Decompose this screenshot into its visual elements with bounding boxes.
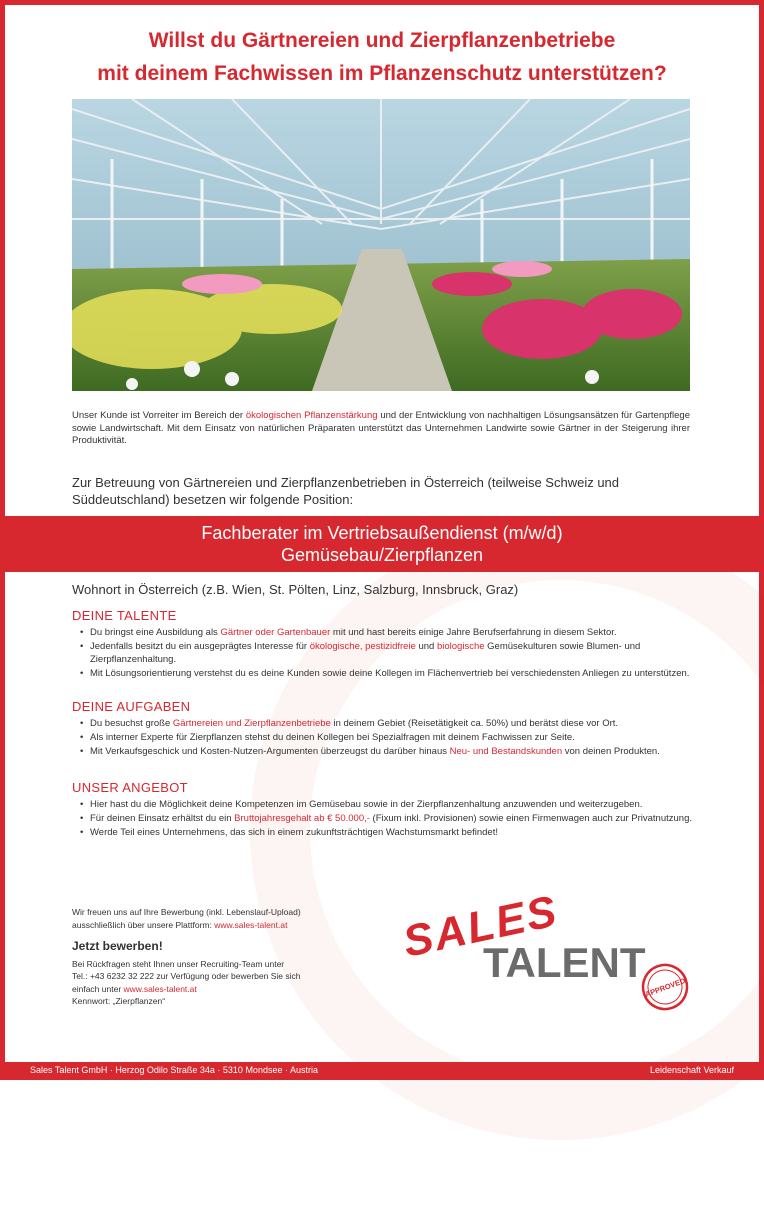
aufgaben-section (72, 699, 696, 759)
intro-paragraph (72, 410, 690, 448)
angebot-item: • Hier hast du die Möglichkeit deine Kompetenzen im Gemüsebau sowie in der Zierpflanzenhaltung anzuwenden und weiterzugeben. (90, 798, 696, 811)
footer-slogan: Leidenschaft Verkauf (649, 1065, 734, 1075)
greenhouse-photo (72, 99, 690, 391)
job-title: Fachberater im Vertriebsaußendienst (m/w/d) (201, 523, 563, 543)
angebot-section (72, 780, 696, 840)
page-headline (40, 24, 724, 90)
intro-highlight: ökologischen Pflanzenstärkung (245, 410, 378, 421)
footer-bar (0, 1062, 764, 1080)
application-info (72, 906, 372, 1008)
headline-line-2: mit deinem Fachwissen im Pflanzenschutz unterstützen? (97, 62, 667, 85)
job-subtitle: Gemüsebau/Zierpflanzen (280, 545, 484, 565)
apply-line-1: Wir freuen uns auf Ihre Bewerbung (inkl. Lebenslauf-Upload) (72, 907, 301, 917)
angebot-heading: UNSER ANGEBOT (72, 780, 188, 795)
position-intro: Zur Betreuung von Gärtnereien und Zierpflanzenbetrieben in Österreich (teilweise Schweiz und Süddeutschland) besetzen wir folgende Position: (72, 475, 620, 507)
intro-text-1: Unser Kunde ist Vorreiter im Bereich der (72, 410, 246, 421)
angebot-item: • Für deinen Einsatz erhältst du ein Bruttojahresgehalt ab € 50.000,- (Fixum inkl. Provisionen) sowie einen Firmenwagen auch zur Privatnutzung. (90, 812, 696, 825)
footer-address: Sales Talent GmbH · Herzog Odilo Straße 34a · 5310 Mondsee · Austria (30, 1065, 318, 1075)
apply-now-heading: Jetzt bewerben! (72, 939, 163, 953)
aufgaben-item: • Du besuchst große Gärtnereien und Zierpflanzenbetriebe in deinem Gebiet (Reisetätigkeit ca. 50%) und berätst diese vor Ort. (90, 717, 696, 730)
intro-text-2: und der Entwicklung von nachhaltigen Lösungsansätzen für Gartenpflege sowie Landwirtschaft. Mit dem Einsatz von natürlichen Präparaten unterstützt das Unternehmen Landwirte sowie Gärtner in der Steigerung ihrer Produktivität. (72, 410, 690, 446)
platform-link[interactable]: www.sales-talent.at (214, 919, 288, 930)
aufgaben-item: • Mit Verkaufsgeschick und Kosten-Nutzen-Argumenten überzeugst du darüber hinaus Neu- und Bestandskunden von deinen Produkten. (90, 745, 696, 758)
apply-phone: Tel.: +43 6232 32 222 zur Verfügung oder bewerben Sie sich (72, 971, 301, 981)
angebot-item: • Werde Teil eines Unternehmens, das sich in einem zukunftsträchtigen Wachstumsmarkt befindet! (90, 826, 696, 839)
logo-sales-text: SALES (398, 895, 563, 967)
sales-talent-logo (395, 895, 705, 1015)
apply-line-5: einfach unter www.sales-talent.at (72, 983, 197, 994)
kennwort: Kennwort: „Zierpflanzen“ (72, 996, 166, 1006)
talente-section (72, 608, 696, 681)
website-link[interactable]: www.sales-talent.at (123, 983, 197, 994)
headline-line-1: Willst du Gärtnereien und Zierpflanzenbetriebe (148, 29, 616, 52)
talente-item: • Mit Lösungsorientierung verstehst du es deine Kunden sowie deine Kollegen im Flächenvertrieb bei verschiedensten Anliegen zu unterstützen. (90, 667, 696, 680)
apply-line-3: Bei Rückfragen steht Ihnen unser Recruiting-Team unter (72, 958, 285, 969)
aufgaben-item: • Als interner Experte für Zierpflanzen stehst du deinen Kollegen bei Spezialfragen mit deinem Fachwissen zur Seite. (90, 731, 696, 744)
location-info: Wohnort in Österreich (z.B. Wien, St. Pölten, Linz, Salzburg, Innsbruck, Graz) (72, 582, 519, 597)
talente-item: • Jedenfalls besitzt du ein ausgeprägtes Interesse für ökologische, pestizidfreie und biologische Gemüsekulturen sowie Blumen- und Zierpflanzenhaltung. (90, 640, 696, 666)
logo-talent-text: TALENT (483, 939, 646, 986)
talente-item: • Du bringst eine Ausbildung als Gärtner oder Gartenbauer mit und hast bereits einige Jahre Berufserfahrung in diesem Sektor. (90, 626, 696, 639)
job-title-banner (0, 516, 764, 572)
logo-stamp-text: APPROVED (643, 976, 687, 999)
talente-heading: DEINE TALENTE (72, 608, 177, 623)
aufgaben-heading: DEINE AUFGABEN (72, 699, 191, 714)
apply-line-2: ausschließlich über unsere Plattform: www.sales-talent.at (72, 919, 288, 930)
